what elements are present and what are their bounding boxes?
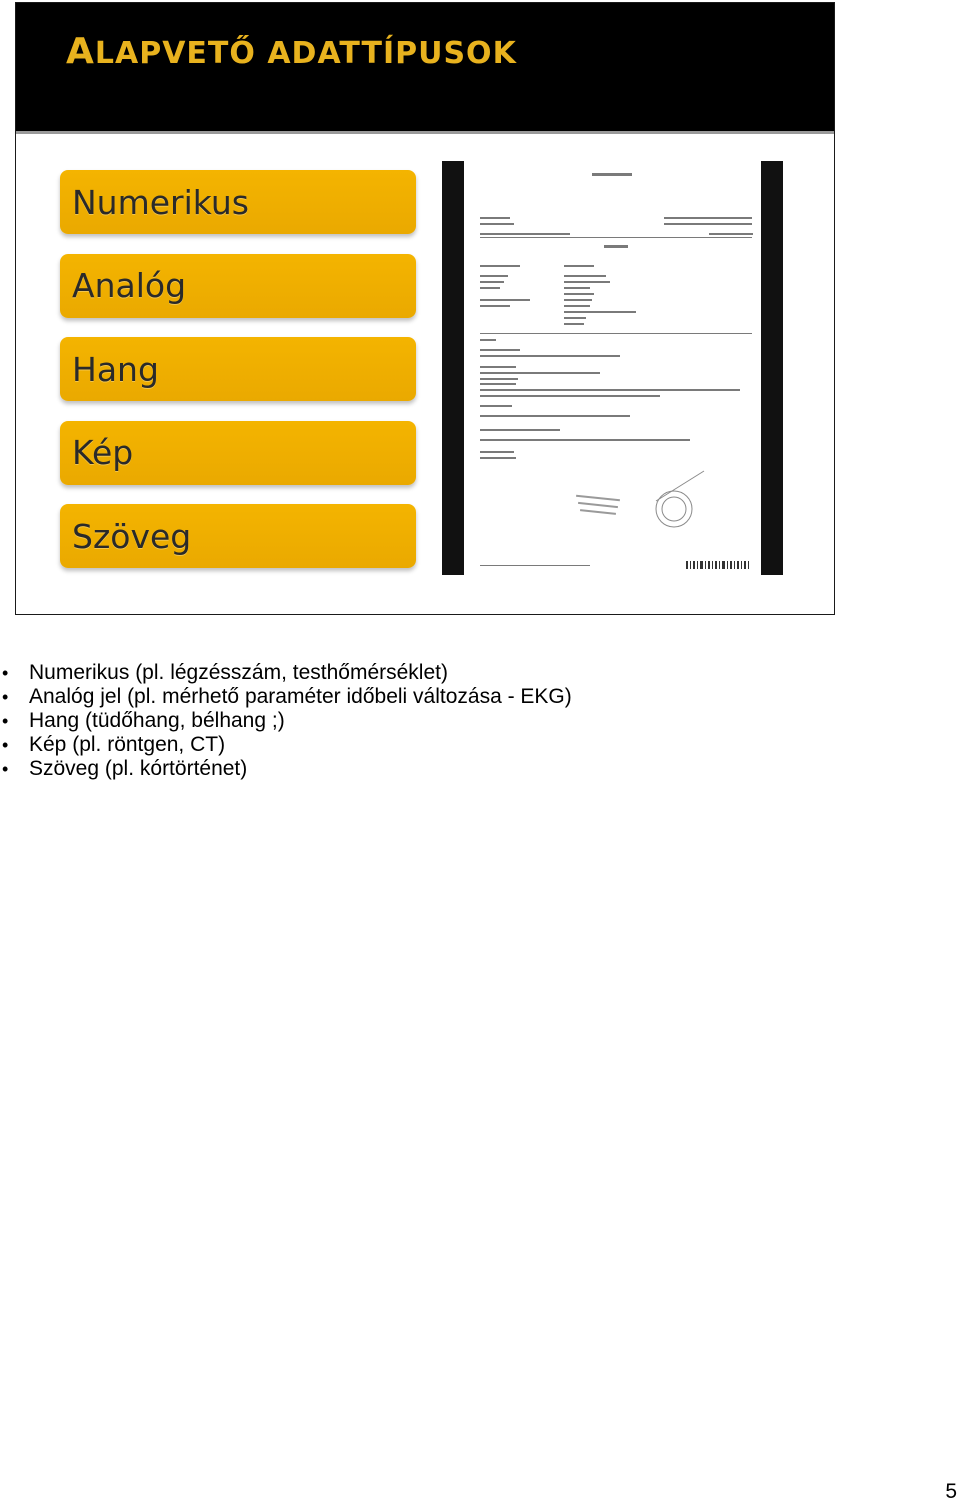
slide-header <box>16 3 834 134</box>
slide-image <box>15 2 835 615</box>
data-type-box-analog: Analóg <box>60 254 416 318</box>
slide-title <box>66 31 517 72</box>
slide-title-rest: LAPVETŐ ADATTÍPUSOK <box>94 36 517 71</box>
list-item <box>0 709 572 733</box>
data-type-box-numeric: Numerikus <box>60 170 416 234</box>
scan-edge-right <box>761 161 783 575</box>
bullet-text: Kép (pl. röntgen, CT) <box>29 733 226 756</box>
bullet-dot: • <box>2 759 9 779</box>
document-text-lines <box>464 161 761 575</box>
data-type-box-sound: Hang <box>60 337 416 401</box>
bullet-text: Hang (tüdőhang, bélhang ;) <box>29 709 285 732</box>
bullet-dot: • <box>2 735 9 755</box>
list-item <box>0 661 572 685</box>
data-type-list <box>60 170 416 588</box>
bullet-list <box>0 661 572 781</box>
scan-edge-left <box>442 161 464 575</box>
data-type-box-text: Szöveg <box>60 504 416 568</box>
slide-title-initial: A <box>66 31 95 72</box>
list-item <box>0 685 572 709</box>
list-item <box>0 757 572 781</box>
bullet-text: Analóg jel (pl. mérhető paraméter időbeli változása - EKG) <box>29 685 572 708</box>
bullet-dot: • <box>2 663 9 683</box>
page-number: 5 <box>945 1480 957 1503</box>
bullet-dot: • <box>2 687 9 707</box>
bullet-text: Numerikus (pl. légzésszám, testhőmérséklet) <box>29 661 448 684</box>
bullet-text: Szöveg (pl. kórtörténet) <box>29 757 248 780</box>
scanned-document-image <box>442 161 783 575</box>
bullet-dot: • <box>2 711 9 731</box>
data-type-box-image: Kép <box>60 421 416 485</box>
list-item <box>0 733 572 757</box>
